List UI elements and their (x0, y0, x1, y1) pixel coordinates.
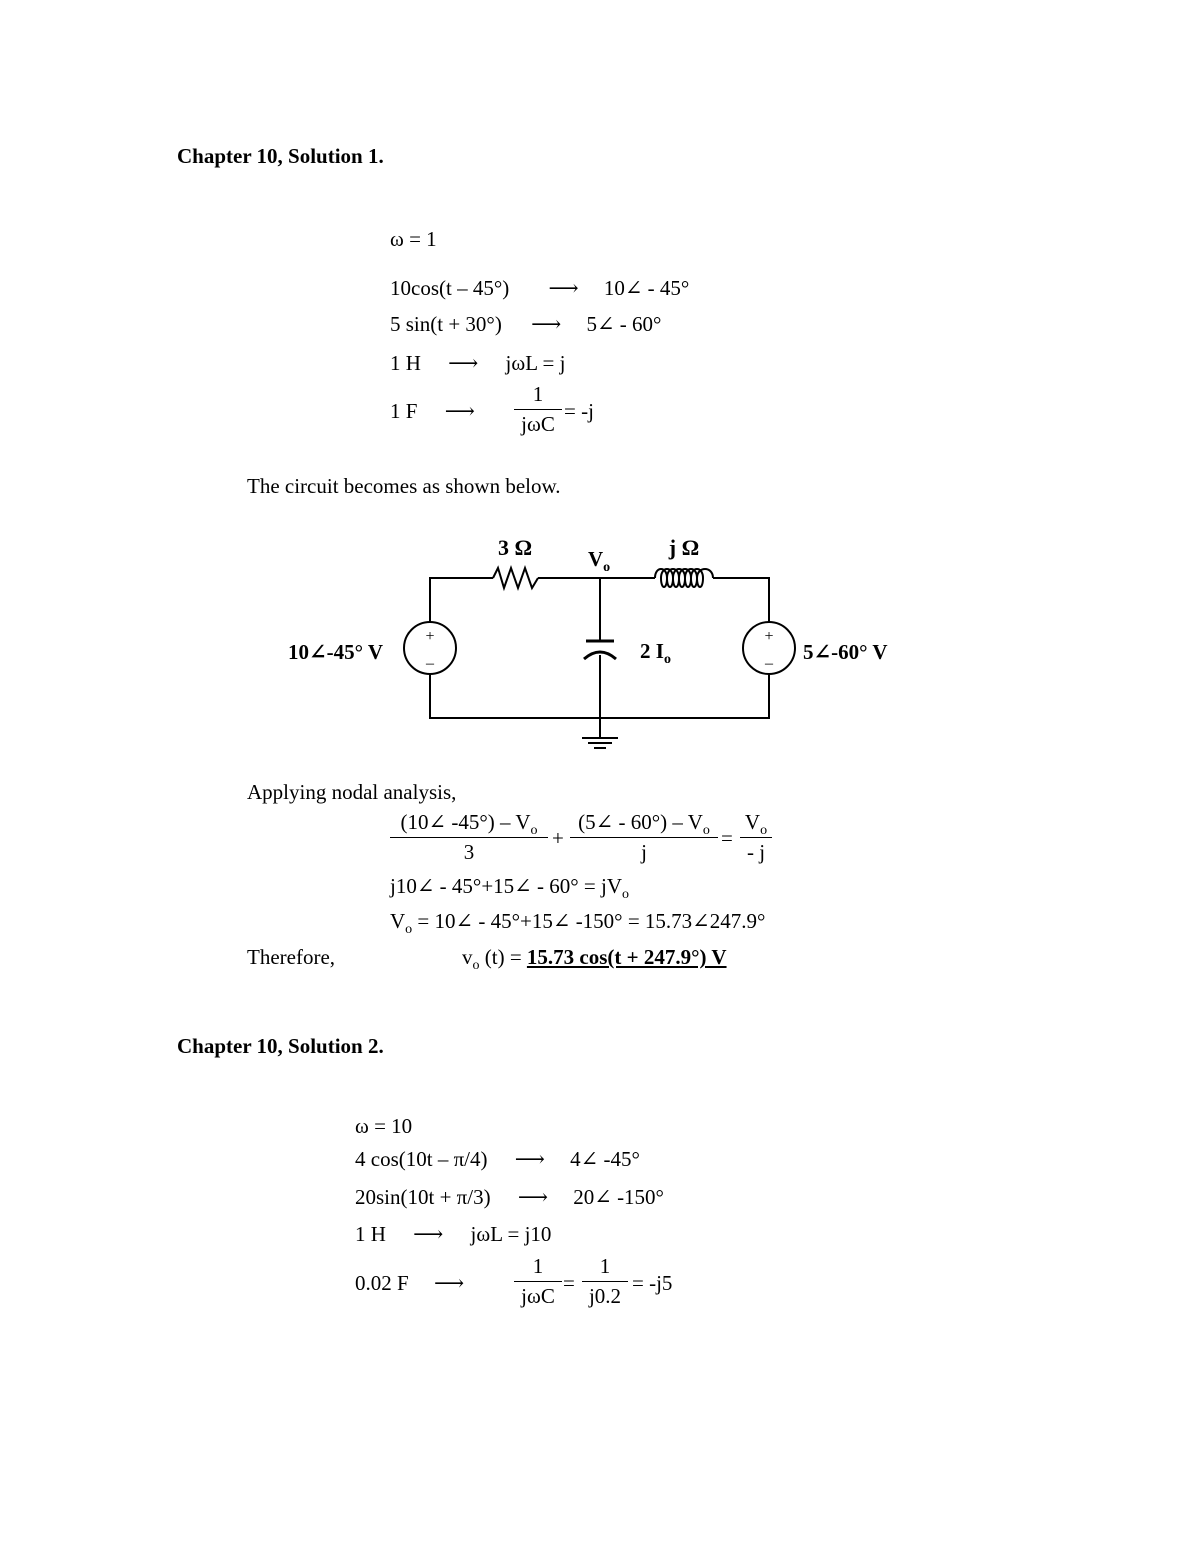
conversion-lhs: 0.02 F (355, 1271, 409, 1295)
fraction-1-over-jwc (514, 382, 562, 437)
circuit-diagram (280, 528, 920, 758)
conversion-line-1 (390, 276, 689, 301)
conversion2-line-2 (355, 1185, 664, 1210)
conversion-rhs: jωL = j (505, 351, 566, 375)
equals-operator: = (721, 826, 733, 850)
solution1-heading: Chapter 10, Solution 1. (177, 144, 384, 168)
nodal-term-3 (740, 810, 772, 865)
minus-sign: – (426, 655, 434, 672)
right-source-label: 5∠-60° V (803, 640, 888, 664)
nodal-term-2 (570, 810, 718, 865)
conversion-line-3 (390, 351, 565, 376)
conversion-line-4-rhs: = -j (564, 399, 594, 423)
omega-value-1: ω = 1 (390, 227, 437, 251)
final-answer: 15.73 cos(t + 247.9°) V (526, 945, 727, 969)
plus-sign: + (764, 628, 774, 645)
conversion-lhs: 20sin(10t + π/3) (355, 1185, 491, 1209)
inductor-label: j Ω (668, 535, 700, 560)
conversion-lhs: 1 H (355, 1222, 386, 1246)
conversion-lhs: 10cos(t – 45°) (390, 276, 510, 300)
ground-icon (582, 738, 618, 748)
fraction-denominator: jωC (521, 412, 555, 436)
fraction-denominator: j (641, 840, 647, 864)
fraction-numerator: $V_o$ (744, 810, 768, 838)
resistor-icon (493, 568, 538, 588)
minus-sign: – (765, 655, 773, 672)
arrow-icon: ⟶ (548, 276, 579, 300)
fraction-denominator: - j (746, 840, 766, 864)
arrow-icon: ⟶ (448, 351, 479, 375)
conversion2-line-4-lhs (355, 1271, 464, 1296)
equals-operator: = (563, 1271, 575, 1295)
fraction-1-over-j0-2 (582, 1254, 628, 1309)
conversion2-line-4-rhs: = -j5 (632, 1271, 673, 1295)
fraction-denominator: jωC (521, 1284, 555, 1308)
conversion-rhs: 10∠ - 45° (603, 276, 690, 300)
arrow-icon: ⟶ (413, 1222, 444, 1246)
conversion-lhs: 1 F (390, 399, 418, 423)
fraction-bar (740, 837, 772, 838)
circuit-intro-text: The circuit becomes as shown below. (247, 474, 561, 498)
conversion-lhs: 4 cos(10t – π/4) (355, 1147, 488, 1171)
inductor-icon (655, 569, 713, 587)
final-result: $v_o$ (t) = 15.73 cos(t + 247.9°) V (462, 945, 727, 973)
arrow-icon: ⟶ (531, 312, 562, 336)
fraction-bar (582, 1281, 628, 1282)
omega-value-2: ω = 10 (355, 1114, 413, 1138)
node-label: $V_o$ (588, 547, 611, 575)
plus-operator: + (552, 826, 564, 850)
left-source-label: 10∠-45° V (288, 640, 384, 664)
arrow-icon: ⟶ (514, 1147, 545, 1171)
equation-line-2: j10∠ - 45°+15∠ - $60^\circ = jV_o$ (390, 874, 629, 902)
fraction-bar (390, 837, 548, 838)
conversion-line-4-lhs (390, 399, 475, 424)
fraction-numerator: 1 (532, 382, 544, 406)
fraction-numerator: 1 (599, 1254, 611, 1278)
solution2-heading: Chapter 10, Solution 2. (177, 1034, 384, 1058)
arrow-icon: ⟶ (517, 1185, 548, 1209)
conversion-rhs: 4∠ -45° (570, 1147, 640, 1171)
conversion-rhs: 5∠ - 60° (586, 312, 662, 336)
fraction-numerator: 1 (532, 1254, 544, 1278)
fraction-1-over-jwc (514, 1254, 562, 1309)
nodal-intro-text: Applying nodal analysis, (247, 780, 457, 804)
resistor-label: 3 Ω (497, 535, 533, 560)
therefore-text: Therefore, (247, 945, 336, 969)
conversion-lhs: 5 sin(t + 30°) (390, 312, 502, 336)
fraction-numerator: (10∠ $-45^\circ) - V_o$ (400, 810, 538, 838)
conversion-lhs: 1 H (390, 351, 421, 375)
fraction-bar (570, 837, 718, 838)
fraction-bar (514, 1281, 562, 1282)
equation-line-3: $V_o$ = 10∠ - 45°+15∠ -150° = 15.73∠247.9° (390, 909, 766, 937)
conversion-line-2 (390, 312, 661, 337)
arrow-icon: ⟶ (444, 399, 475, 423)
left-voltage-source (404, 622, 456, 674)
capacitor-label: 2 $I_o$ (640, 639, 671, 667)
conversion-rhs: 20∠ -150° (573, 1185, 664, 1209)
fraction-denominator: j0.2 (588, 1284, 622, 1308)
plus-sign: + (425, 628, 435, 645)
conversion2-line-3 (355, 1222, 551, 1247)
right-voltage-source (743, 622, 795, 674)
circuit-wires (430, 578, 769, 738)
conversion-rhs: jωL = j10 (470, 1222, 552, 1246)
fraction-denominator: 3 (463, 840, 475, 864)
fraction-bar (514, 409, 562, 410)
nodal-term-1 (390, 810, 548, 865)
conversion2-line-1 (355, 1147, 640, 1172)
fraction-numerator: (5∠ - $60^\circ) - V_o$ (578, 810, 710, 838)
arrow-icon: ⟶ (433, 1271, 465, 1295)
